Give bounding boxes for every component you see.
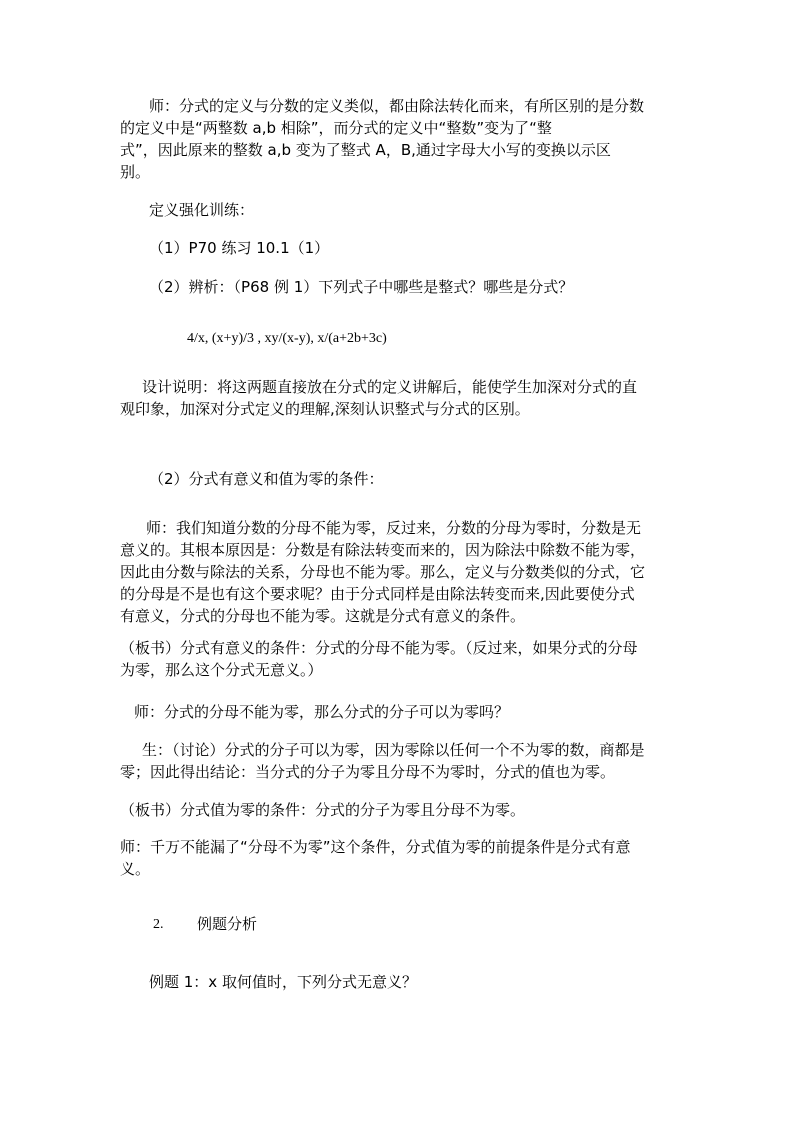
teacher-question-numerator: 师：分式的分母不能为零，那么分式的分子可以为零吗？ [134, 703, 510, 721]
exercise-item-1: （1）P70 练习 10.1（1） [149, 239, 330, 257]
text-line: 师：分式的定义与分数的定义类似，都由除法转化而来，有所区别的是分数 [149, 97, 645, 115]
text-line: 有意义，分式的分母也不能为零。这就是分式有意义的条件。 [120, 607, 526, 625]
section-heading-training: 定义强化训练： [149, 201, 255, 219]
design-note-paragraph [120, 376, 676, 420]
text-line: 的分母是不是也有这个要求呢？由于分式同样是由除法转变而来,因此要使分式 [120, 585, 635, 603]
subsection-heading-conditions: （2）分式有意义和值为零的条件： [149, 470, 384, 488]
text-line: 师：千万不能漏了“分母不为零”这个条件，分式值为零的前提条件是分式有意 [120, 838, 631, 856]
text-line: 生：（讨论）分式的分子可以为零，因为零除以任何一个不为零的数，商都是 [142, 741, 645, 759]
text-line: 师：我们知道分数的分母不能为零，反过来，分数的分母为零时，分数是无 [146, 519, 642, 537]
text-line: 的定义中是“两整数 a,b 相除”，而分式的定义中“整数”变为了“整 [120, 119, 552, 137]
text-line: 式”，因此原来的整数 a,b 变为了整式 A，B,通过字母大小写的变换以示区 [120, 141, 611, 159]
example-1-prompt: 例题 1：x 取何值时，下列分式无意义？ [149, 973, 417, 991]
text-line: 设计说明：将这两题直接放在分式的定义讲解后，能使学生加深对分式的直 [142, 378, 638, 396]
teacher-reminder-paragraph [120, 836, 676, 880]
text-line: 意义的。其根本原因是：分数是有除法转变而来的，因为除法中除数不能为零， [120, 541, 646, 559]
board-note-zero-value: （板书）分式值为零的条件：分式的分子为零且分母不为零。 [120, 801, 526, 819]
text-line: 义。 [120, 860, 151, 878]
section-heading-examples: 例题分析 [197, 915, 258, 933]
teacher-paragraph-definition [120, 95, 676, 183]
text-line: （板书）分式有意义的条件：分式的分母不能为零。（反过来，如果分式的分母 [120, 639, 638, 657]
text-line: 为零，那么这个分式无意义。） [120, 661, 323, 679]
text-line: 别。 [120, 163, 151, 181]
section-number-2: 2. [153, 917, 164, 932]
teacher-paragraph-denominator [120, 517, 676, 627]
text-line: 零；因此得出结论：当分式的分子为零且分母不为零时，分式的值也为零。 [120, 763, 616, 781]
student-discussion-paragraph [120, 739, 676, 783]
board-note-meaningful [120, 637, 676, 681]
formula-list: 4/x, (x+y)/3 , xy/(x-y), x/(a+2b+3c) [187, 331, 387, 346]
exercise-item-2: （2）辨析：（P68 例 1）下列式子中哪些是整式？哪些是分式？ [149, 278, 574, 296]
text-line: 观印象，加深对分式定义的理解,深刻认识整式与分式的区别。 [120, 400, 530, 418]
text-line: 因此由分数与除法的关系，分母也不能为零。那么，定义与分数类似的分式，它 [120, 563, 646, 581]
